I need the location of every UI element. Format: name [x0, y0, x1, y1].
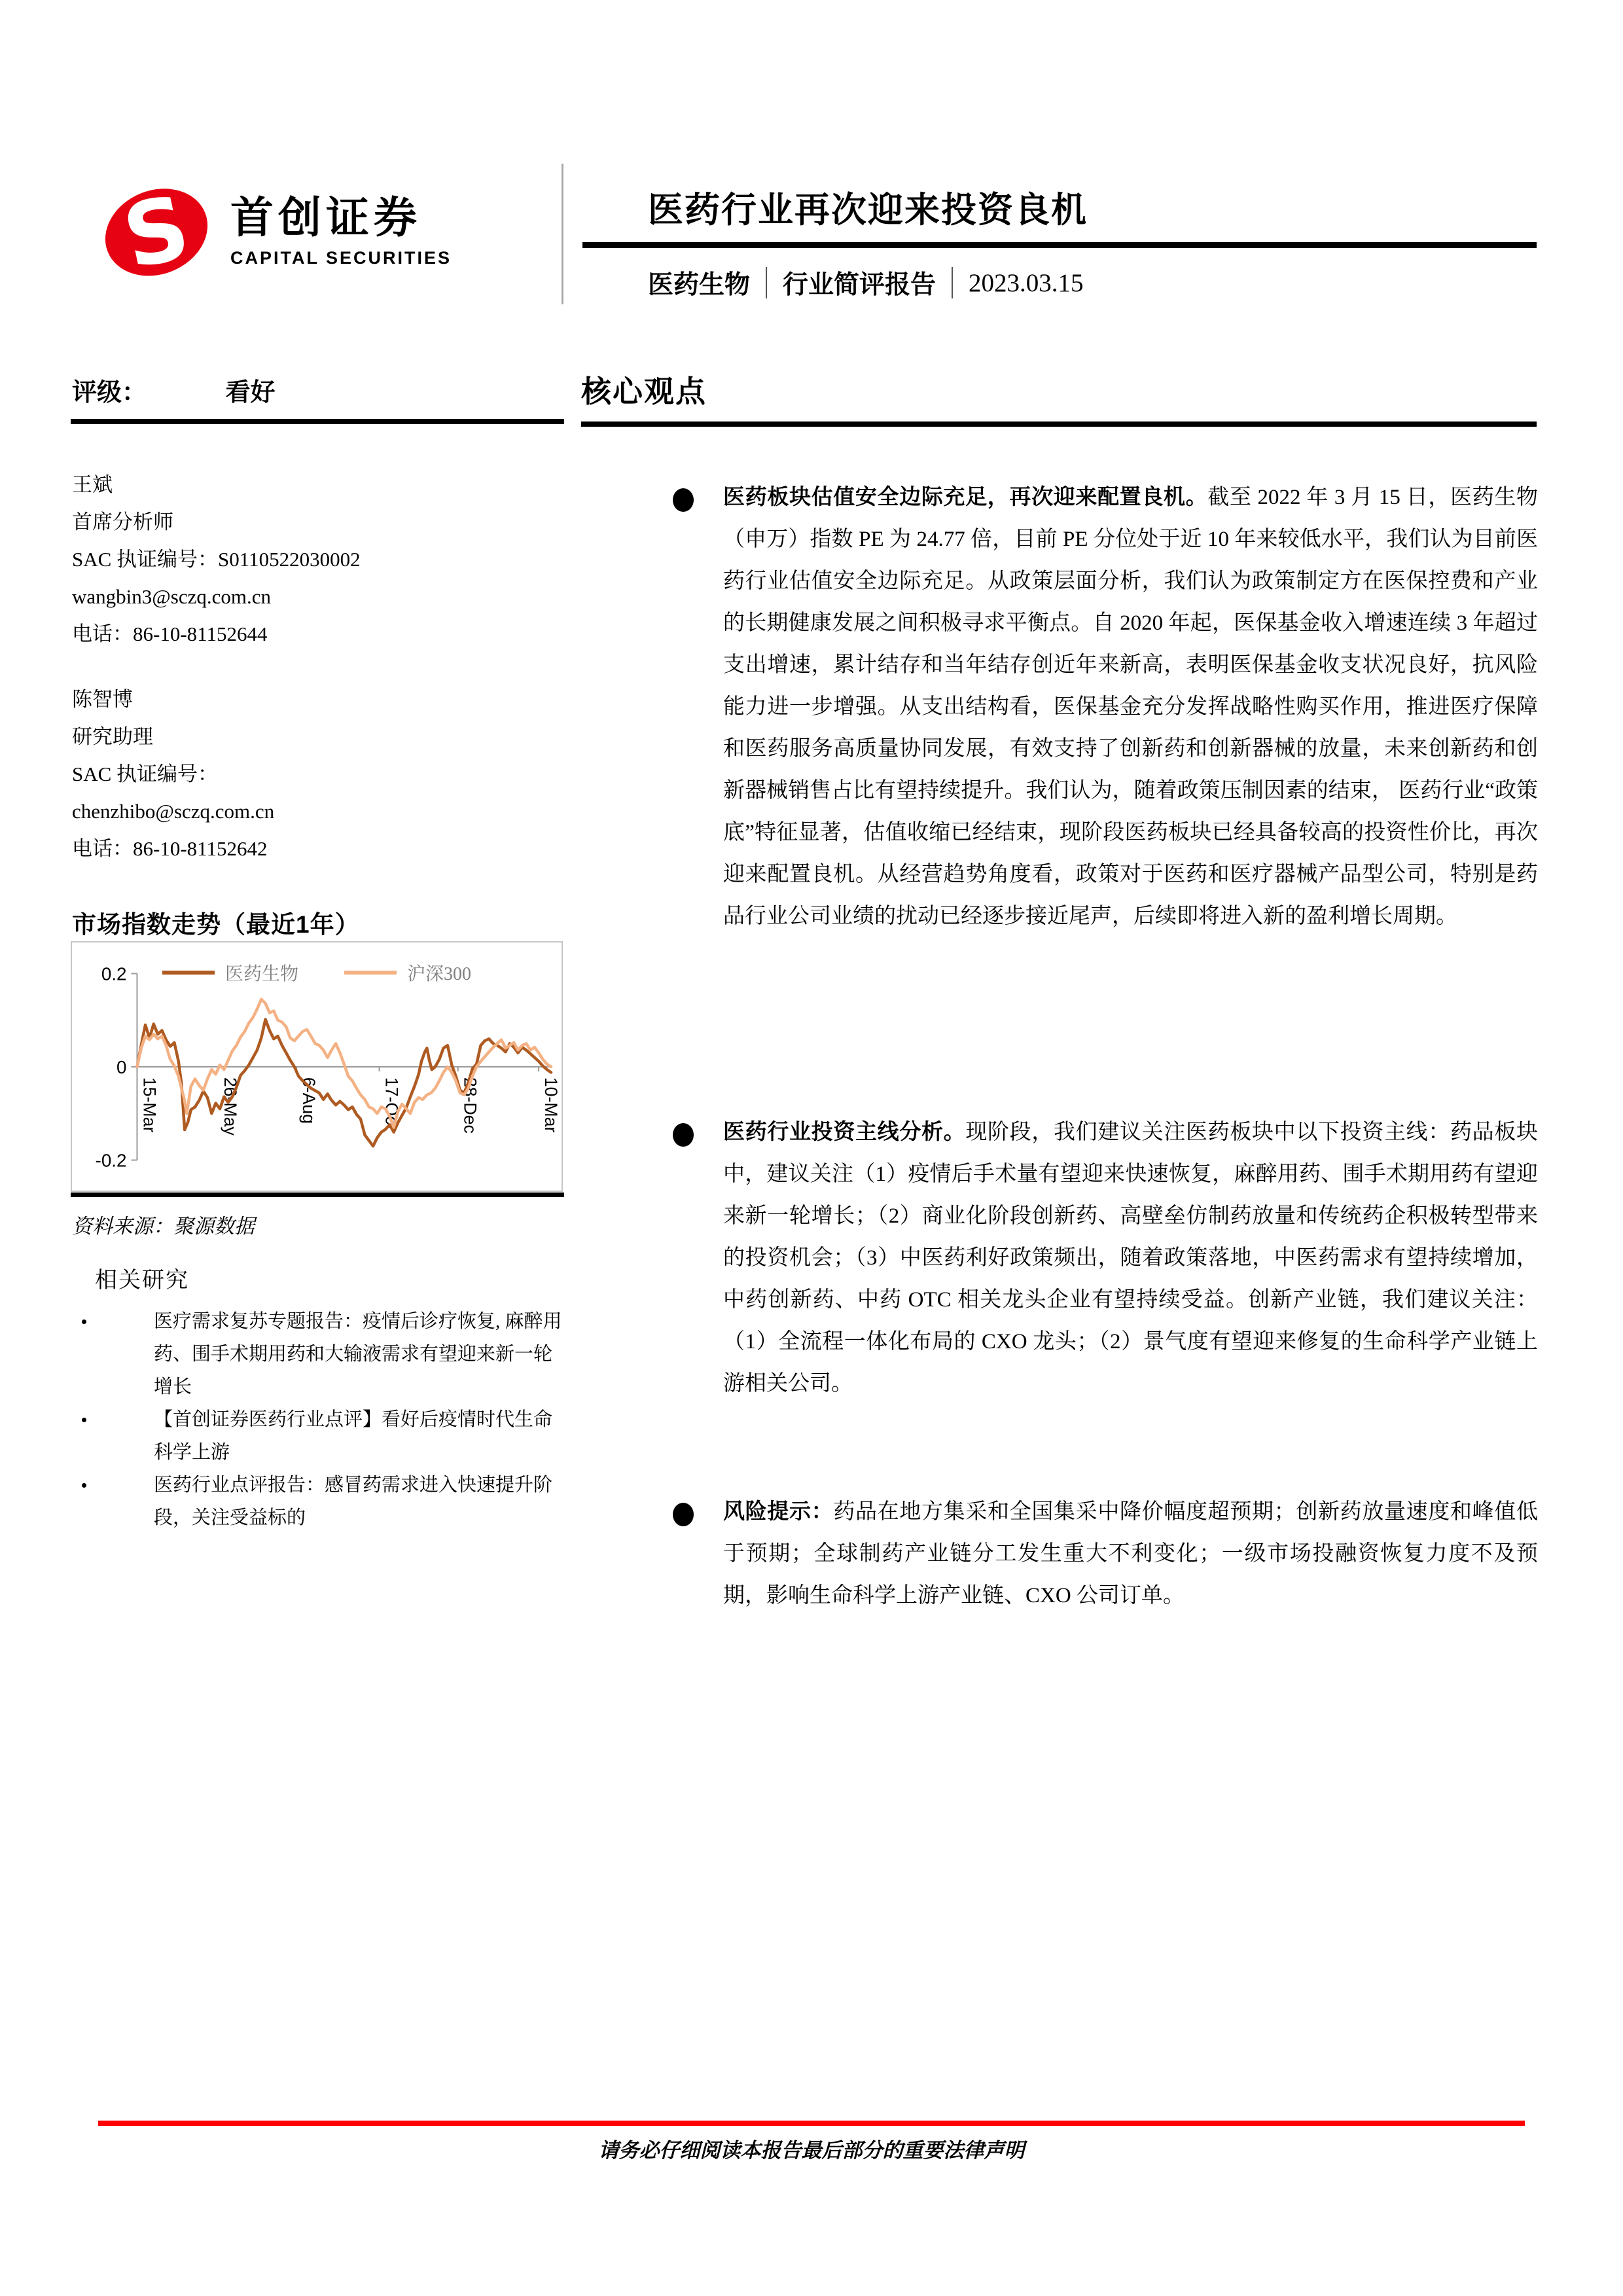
list-bullet-icon	[82, 1319, 86, 1324]
report-subtitle	[648, 264, 1084, 301]
footer-red-rule	[98, 2121, 1525, 2126]
rating-value: 看好	[225, 379, 276, 406]
analyst-name: 王斌	[72, 473, 113, 496]
legend-label: 医药生物	[224, 964, 298, 984]
analyst-card	[72, 681, 563, 867]
bullet-lead: 医药行业投资主线分析。	[723, 1121, 966, 1144]
logo-s-swoosh-icon	[98, 169, 215, 295]
bullet-body: 现阶段，我们建议关注医药板块中以下投资主线：药品板块中，建议关注（1）疫情后手术量有望迎来快速恢复，麻醉用药、围手术期用药有望迎来新一轮增长；（2）商业化阶段创新药、高壁垒仿制药放量和传统药企积极转型带来的投资机会；（3）中医药利好政策频出，随着政策落地，中医药需求有望持续增加，中药创新药、中药 OTC 相关龙头企业有望持续受益。创新产业链，我们建议关注：（1）全流程一体化布局的 CXO 龙头；（2）景气度有望迎来修复的生命科学产业链上游相关公司。	[723, 1121, 1539, 1395]
analyst-email: chenzhibo@sczq.com.cn	[72, 800, 275, 823]
report-type-label: 行业简评报告	[783, 271, 936, 299]
svg-text:28-Dec: 28-Dec	[460, 1077, 480, 1134]
chart-bottom-rule	[71, 1193, 564, 1197]
bullet-lead: 医药板块估值安全边际充足，再次迎来配置良机。	[723, 486, 1208, 509]
chart-legend	[72, 960, 562, 986]
core-bullet-text	[723, 1111, 1538, 1405]
analyst-name: 陈智博	[72, 688, 133, 711]
bullet-circle-icon	[673, 1123, 694, 1147]
core-bullet-text	[723, 476, 1538, 937]
analyst-phone: 电话：86-10-81152644	[72, 622, 268, 645]
related-item-text: 医药行业点评报告：感冒药需求进入快速提升阶段，关注受益标的	[154, 1475, 553, 1528]
svg-text:0.2: 0.2	[101, 963, 127, 984]
logo-en-text: CAPITAL SECURITIES	[230, 247, 452, 268]
market-index-chart	[71, 941, 563, 1192]
analyst-phone: 电话：86-10-81152642	[72, 837, 268, 860]
analyst-card	[72, 466, 563, 653]
list-bullet-icon	[82, 1418, 86, 1422]
footer-disclaimer: 请务必仔细阅读本报告最后部分的重要法律声明	[598, 2139, 1025, 2162]
logo-text-block	[230, 192, 452, 268]
data-source-note: 资料来源：聚源数据	[72, 1215, 255, 1238]
related-item-text: 医疗需求复苏专题报告：疫情后诊疗恢复, 麻醉用药、围手术期用药和大输液需求有望迎来新一轮增长	[154, 1311, 562, 1397]
title-rule	[582, 242, 1537, 248]
report-date: 2023.03.15	[969, 268, 1084, 297]
bullet-circle-icon	[673, 488, 694, 512]
related-item	[72, 1469, 563, 1534]
related-research-title: 相关研究	[95, 1268, 189, 1293]
analyst-sac: SAC 执证编号：S0110522030002	[72, 548, 361, 571]
analyst-sac: SAC 执证编号：	[72, 762, 219, 785]
core-view-rule	[581, 422, 1537, 427]
core-bullet	[581, 476, 1538, 937]
related-item-text: 【首创证券医药行业点评】看好后疫情时代生命科学上游	[154, 1409, 553, 1463]
header-vertical-divider	[562, 164, 563, 304]
market-chart-title: 市场指数走势（最近1年）	[72, 911, 360, 938]
rating-label: 评级：	[72, 379, 147, 406]
svg-text:10-Mar: 10-Mar	[541, 1077, 562, 1133]
legend-line-swatch	[344, 971, 397, 975]
bullet-body: 药品在地方集采和全国集采中降价幅度超预期；创新药放量速度和峰值低于预期；全球制药产业链分工发生重大不利变化；一级市场投融资恢复力度不及预期，影响生命科学上游产业链、CXO 公司订单。	[723, 1500, 1539, 1607]
logo-cn-text: 首创证券	[230, 192, 421, 242]
analyst-title: 研究助理	[72, 725, 153, 748]
bullet-circle-icon	[673, 1503, 694, 1526]
legend-line-swatch	[162, 971, 215, 975]
legend-label: 沪深300	[407, 964, 472, 984]
legend-item-pharma	[162, 960, 298, 986]
company-logo	[98, 169, 452, 295]
core-bullet-text	[723, 1491, 1538, 1617]
related-research-list	[72, 1305, 563, 1534]
list-bullet-icon	[82, 1483, 86, 1488]
rating-row	[72, 372, 276, 408]
analyst-email: wangbin3@sczq.com.cn	[72, 585, 272, 608]
analyst-title: 首席分析师	[72, 511, 173, 533]
report-title: 医药行业再次迎来投资良机	[648, 190, 1088, 230]
svg-text:S: S	[115, 176, 198, 289]
core-bullet	[581, 1111, 1538, 1405]
industry-label: 医药生物	[648, 271, 751, 299]
core-view-title: 核心观点	[581, 374, 707, 408]
bullet-body: 截至 2022 年 3 月 15 日，医药生物（申万）指数 PE 为 24.77 倍，目前 PE 分位处于近 10 年来较低水平，我们认为目前医药行业估值安全边际充足。从政策层面分析，我们认为政策制定方在医保控费和产业的长期健康发展之间积极寻求平衡点。自 2020 年起，医保基金收入增速连续 3 年超过支出增速，累计结存和当年结存创近年来新高，表明医保基金收支状况良好，抗风险能力进一步增强。从支出结构看，医保基金充分发挥战略性购买作用，推进医疗保障和医药服务高质量协同发展，有效支持了创新药和创新器械的放量，未来创新药和创新器械销售占比有望持续提升。我们认为，随着政策压制因素的结束， 医药行业“政策底”特征显著，估值收缩已经结束，现阶段医药板块已经具备较高的投资性价比，再次迎来配置良机。从经营趋势角度看，政策对于医药和医疗器械产品型公司，特别是药品行业公司业绩的扰动已经逐步接近尾声，后续即将进入新的盈利增长周期。	[723, 486, 1539, 928]
svg-text:17-Oct: 17-Oct	[382, 1077, 402, 1130]
svg-text:6-Aug: 6-Aug	[298, 1077, 319, 1124]
rating-rule	[71, 419, 564, 424]
legend-item-hs300	[344, 960, 471, 986]
related-item	[72, 1403, 563, 1469]
svg-text:26-May: 26-May	[220, 1077, 240, 1136]
core-bullet	[581, 1491, 1538, 1617]
bullet-lead: 风险提示：	[723, 1500, 834, 1524]
pipe-separator	[766, 267, 767, 298]
svg-text:-0.2: -0.2	[95, 1150, 127, 1171]
related-item	[72, 1305, 563, 1403]
pipe-separator	[952, 267, 953, 298]
svg-text:0: 0	[116, 1056, 127, 1077]
svg-text:15-Mar: 15-Mar	[139, 1077, 160, 1133]
